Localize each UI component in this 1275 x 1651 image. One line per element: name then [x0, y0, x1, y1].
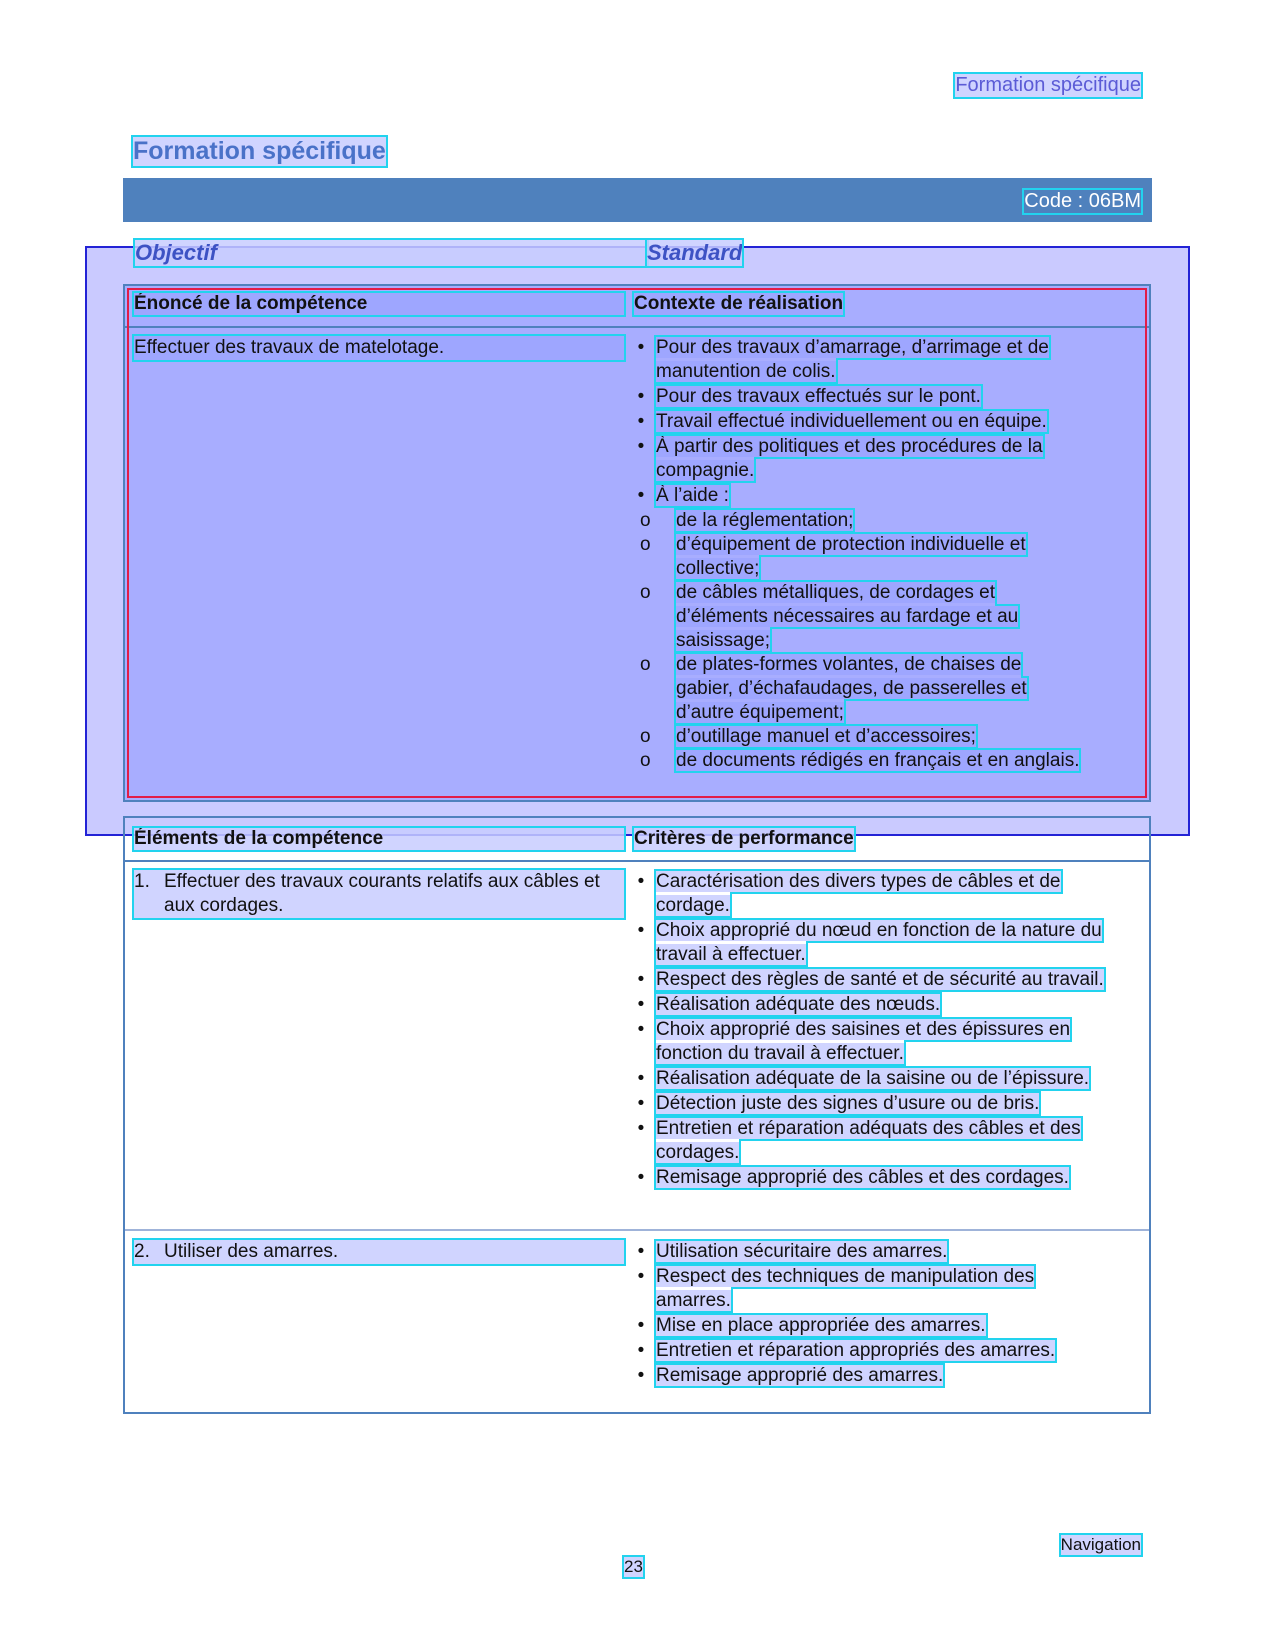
circle-bullet-icon: o	[640, 534, 651, 555]
list-item	[634, 1240, 1104, 1264]
criterion-text: Utilisation sécuritaire des amarres.	[656, 1241, 948, 1262]
criteria-header: Critères de performance	[634, 828, 854, 849]
bullet-icon: •	[637, 920, 645, 941]
bullet-icon: •	[637, 1019, 645, 1040]
circle-bullet-icon: o	[640, 510, 651, 531]
criterion-text: Respect des techniques de manipulation des amarres.	[656, 1266, 1035, 1311]
header-divider	[125, 326, 1149, 328]
bullet-icon: •	[637, 871, 645, 892]
list-item	[634, 484, 1082, 508]
list-item	[634, 1018, 1104, 1066]
aide-item-text: de documents rédigés en français et en anglais.	[676, 750, 1080, 771]
list-item	[634, 435, 1082, 483]
bullet-icon: •	[637, 1365, 645, 1386]
element-2	[134, 1240, 624, 1264]
aide-sublist	[634, 509, 1082, 773]
criterion-text: Mise en place appropriée des amarres.	[656, 1315, 986, 1336]
header-divider	[125, 860, 1149, 862]
circle-bullet-icon: o	[640, 582, 651, 603]
list-item	[634, 1117, 1104, 1165]
bullet-icon: •	[637, 337, 645, 358]
bullet-icon: •	[637, 1167, 645, 1188]
context-item-text: Pour des travaux effectués sur le pont.	[656, 386, 981, 407]
list-item	[634, 1166, 1104, 1190]
criterion-text: Choix approprié du nœud en fonction de la nature du travail à effectuer.	[656, 920, 1102, 965]
circle-bullet-icon: o	[640, 726, 651, 747]
bullet-icon: •	[637, 1118, 645, 1139]
criterion-text: Respect des règles de santé et de sécurité au travail.	[656, 969, 1104, 990]
element-1	[134, 870, 624, 918]
list-item	[634, 968, 1104, 992]
list-item	[634, 870, 1104, 918]
context-header: Contexte de réalisation	[634, 293, 844, 314]
criterion-text: Détection juste des signes d’usure ou de bris.	[656, 1093, 1040, 1114]
sub-list-item	[612, 725, 1082, 749]
sub-list-item	[612, 581, 1082, 653]
row-divider	[125, 1229, 1149, 1231]
page-title: Formation spécifique	[133, 137, 386, 165]
list-item	[634, 336, 1082, 384]
circle-bullet-icon: o	[640, 750, 651, 771]
bullet-icon: •	[637, 1068, 645, 1089]
context-item-text: Pour des travaux d’amarrage, d’arrimage et de manutention de colis.	[656, 337, 1049, 382]
criterion-text: Entretien et réparation appropriés des amarres.	[656, 1340, 1056, 1361]
aide-item-text: d’équipement de protection individuelle et collective;	[676, 534, 1026, 579]
sub-list-item	[612, 509, 1082, 533]
sub-list-item	[612, 749, 1082, 773]
bullet-icon: •	[637, 969, 645, 990]
bullet-icon: •	[637, 994, 645, 1015]
list-item	[634, 1339, 1104, 1363]
aide-item-text: d’outillage manuel et d’accessoires;	[676, 726, 976, 747]
objectif-heading: Objectif	[135, 240, 647, 266]
bullet-icon: •	[637, 411, 645, 432]
running-header: Formation spécifique	[955, 74, 1141, 96]
performance-table	[123, 816, 1151, 1414]
aide-item-text: de plates-formes volantes, de chaises de gabier, d’échafaudages, de passerelles et d’autre équipement;	[676, 654, 1027, 723]
context-item-text: Travail effectué individuellement ou en équipe.	[656, 411, 1047, 432]
criterion-text: Choix approprié des saisines et des épissures en fonction du travail à effectuer.	[656, 1019, 1071, 1064]
competence-table	[123, 284, 1151, 802]
criterion-text: Entretien et réparation adéquats des câbles et des cordages.	[656, 1118, 1081, 1163]
criterion-text: Remisage approprié des câbles et des cordages.	[656, 1167, 1069, 1188]
criterion-text: Réalisation adéquate de la saisine ou de l’épissure.	[656, 1068, 1090, 1089]
list-item	[634, 385, 1082, 409]
list-item	[634, 1092, 1104, 1116]
bullet-icon: •	[637, 485, 645, 506]
standard-heading: Standard	[647, 240, 743, 265]
list-item	[634, 1265, 1104, 1313]
list-item	[634, 1314, 1104, 1338]
context-item-text: À l’aide :	[656, 485, 729, 506]
sub-list-item	[612, 533, 1082, 581]
element-item: 1. Effectuer des travaux courants relatifs aux câbles et aux cordages.	[134, 870, 624, 918]
criterion-text: Remisage approprié des amarres.	[656, 1365, 944, 1386]
circle-bullet-icon: o	[640, 654, 651, 675]
page-number: 23	[624, 1557, 643, 1576]
bullet-icon: •	[637, 1340, 645, 1361]
bullet-icon: •	[637, 436, 645, 457]
list-item	[634, 1364, 1104, 1388]
criteria-list-1	[634, 870, 1104, 1191]
bullet-icon: •	[637, 1093, 645, 1114]
elements-header: Éléments de la compétence	[134, 828, 624, 850]
code-banner	[123, 178, 1152, 222]
bullet-icon: •	[637, 1241, 645, 1262]
list-item	[634, 993, 1104, 1017]
list-item	[634, 410, 1082, 434]
list-item	[634, 919, 1104, 967]
aide-item-text: de câbles métalliques, de cordages et d’éléments nécessaires au fardage et au saisissage;	[676, 582, 1019, 651]
competence-statement-header: Énoncé de la compétence	[134, 293, 624, 315]
code-label: Code : 06BM	[1024, 190, 1141, 212]
element-item: 2. Utiliser des amarres.	[134, 1240, 624, 1264]
competence-statement: Effectuer des travaux de matelotage.	[134, 336, 624, 360]
aide-item-text: de la réglementation;	[676, 510, 854, 531]
bullet-icon: •	[637, 1315, 645, 1336]
navigation-link[interactable]: Navigation	[1060, 1535, 1141, 1554]
criterion-text: Réalisation adéquate des nœuds.	[656, 994, 941, 1015]
bullet-icon: •	[637, 386, 645, 407]
criterion-text: Caractérisation des divers types de câbles et de cordage.	[656, 871, 1061, 916]
criteria-list-2	[634, 1240, 1104, 1389]
list-item	[634, 1067, 1104, 1091]
context-list	[634, 336, 1082, 773]
bullet-icon: •	[637, 1266, 645, 1287]
context-item-text: À partir des politiques et des procédures de la compagnie.	[656, 436, 1043, 481]
sub-list-item	[612, 653, 1082, 725]
